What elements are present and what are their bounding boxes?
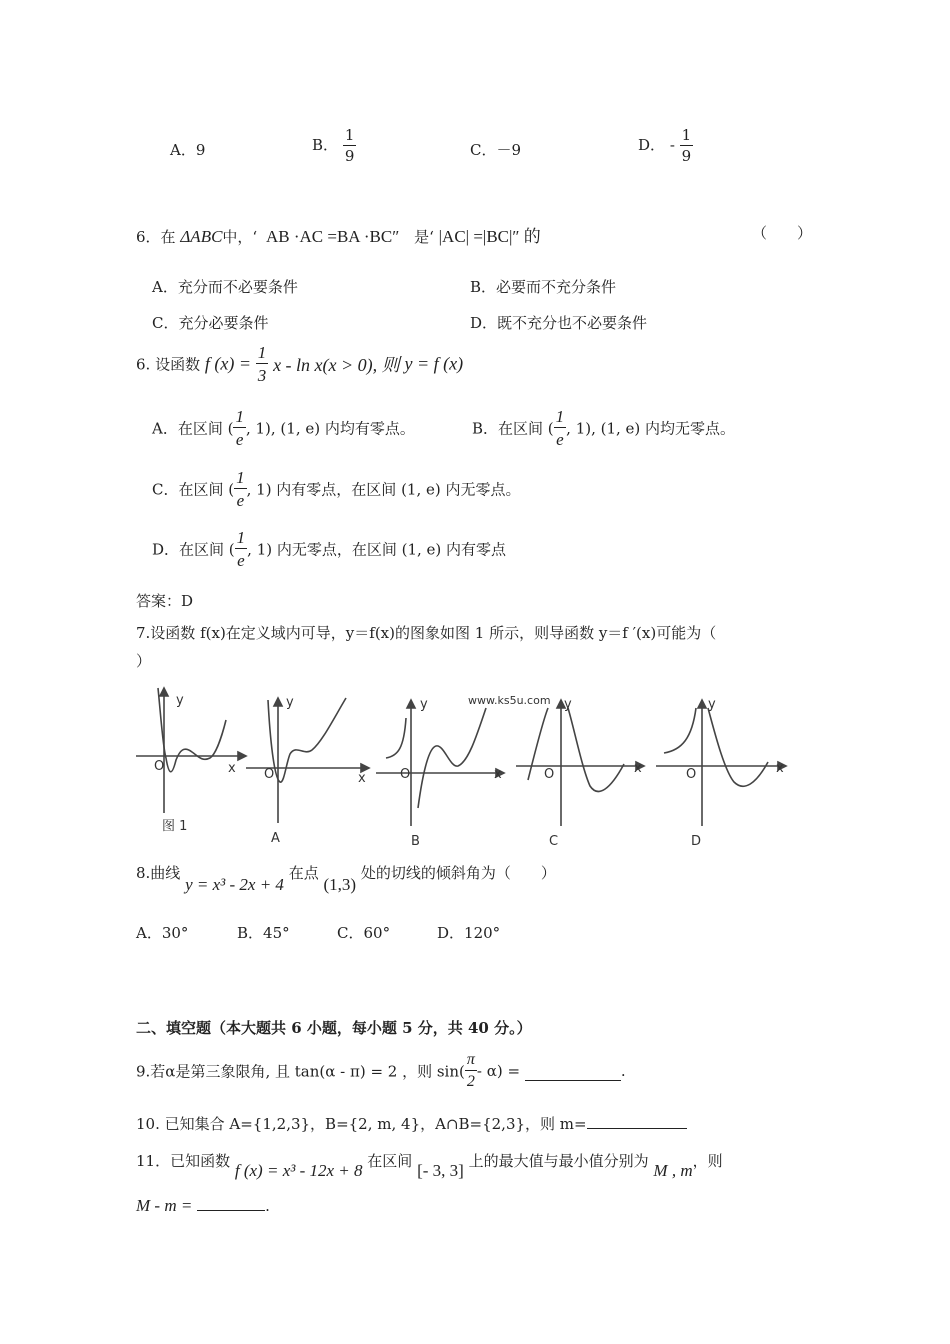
- origin-label: O: [686, 767, 697, 782]
- axis-label: x: [358, 771, 366, 786]
- answer-blank[interactable]: [587, 1112, 687, 1129]
- origin-label: O: [154, 759, 165, 774]
- fraction: $\frac{1}{9}$: [681, 126, 692, 165]
- q6b-option-a: A．在区间 ( $\frac{1}{e}$ , 1), (1, e) 内均有零点。: [152, 407, 415, 449]
- q8-option-b: B．45°: [237, 924, 290, 942]
- q5-option-b: [312, 128, 356, 164]
- axis-label: x: [634, 761, 642, 776]
- q8-option-a: A．30°: [136, 924, 189, 942]
- q8-option-c: C．60°: [337, 924, 391, 942]
- q6a-option-a: A．充分而不必要条件: [152, 278, 298, 296]
- function-graphs: [136, 678, 816, 853]
- graph-label: D: [691, 834, 702, 849]
- fraction: $\frac{\pi}{2}$: [466, 1051, 475, 1090]
- fraction: $\frac{1}{e}$: [555, 407, 565, 449]
- graph-label: B: [411, 834, 420, 849]
- option-label: D．: [638, 136, 666, 154]
- answer-paren: （ ）: [752, 224, 813, 242]
- question-7-line2: ）: [136, 652, 152, 670]
- watermark: www.ks5u.com: [468, 694, 551, 707]
- fraction: $\frac{1}{e}$: [235, 407, 244, 449]
- option-label: C．: [470, 141, 497, 159]
- origin-label: O: [400, 767, 411, 782]
- graph-label: A: [271, 831, 280, 846]
- q6b-option-b: B．在区间 ( $\frac{1}{e}$ , 1), (1, e) 内均无零点。: [472, 407, 736, 449]
- fraction: $\frac{1}{e}$: [236, 528, 246, 570]
- q6a-option-c: C．充分必要条件: [152, 314, 269, 332]
- condition-2: |AC| =|BC|″ 的: [438, 227, 541, 246]
- question-8: 8.曲线 y = x³ - 2x + 4 在点 (1,3) 处的切线的倾斜角为（ ）: [136, 864, 556, 894]
- q5-option-d: D． - $\frac{1}{9}$: [638, 126, 692, 165]
- question-10: 10. 已知集合 A={1,2,3}，B={2, m, 4}，A∩B={2,3}，则 m=: [136, 1112, 687, 1134]
- fraction: $\frac{1}{3}$: [257, 343, 267, 385]
- option-value: 9: [195, 141, 206, 159]
- origin-label: O: [544, 767, 555, 782]
- question-11-line2: M - m = .: [136, 1196, 270, 1215]
- answer-blank[interactable]: [525, 1062, 621, 1081]
- answer-blank[interactable]: [197, 1196, 265, 1211]
- option-label: B．: [312, 136, 339, 154]
- axis-label: y: [420, 697, 428, 712]
- option-label: A．: [170, 141, 196, 159]
- question-9: 9.若α是第三象限角, 且 tan(α - π) = 2 ，则 sin( $\frac{\pi}{2}$ - α) = .: [136, 1051, 626, 1090]
- q6b-option-d: D．在区间 ( $\frac{1}{e}$ , 1) 内无零点，在区间 (1, e) 内有零点: [152, 528, 507, 570]
- axis-label: y: [176, 693, 184, 708]
- q6b-option-c: C．在区间 ( $\frac{1}{e}$ , 1) 内有零点，在区间 (1, e) 内无零点。: [152, 468, 521, 510]
- question-6b: 6. 设函数 f (x) = $\frac{1}{3}$ x - ln x(x > 0), 则 y = f (x): [136, 343, 464, 385]
- section-heading: 二、填空题（本大题共 6 小题，每小题 5 分，共 40 分。）: [136, 1019, 532, 1037]
- graph-label: C: [549, 834, 559, 849]
- graph-label: 图 1: [162, 819, 188, 834]
- q6a-option-d: D．既不充分也不必要条件: [470, 314, 648, 332]
- question-11: 11．已知函数 f (x) = x³ - 12x + 8 在区间 [- 3, 3] 上的最大值与最小值分别为 M , m，则: [136, 1152, 723, 1180]
- question-6a: 6．在 ΔABC中，‘ AB ·AC =BA ·BC″ 是‘ |AC| =|BC|″ 的: [136, 227, 541, 246]
- q6a-option-b: B．必要而不充分条件: [470, 278, 617, 296]
- fraction: $\frac{1}{9}$: [344, 126, 355, 165]
- fraction: $\frac{1}{e}$: [236, 468, 245, 510]
- answer-text: 答案：D: [136, 592, 194, 610]
- axis-label: x: [776, 761, 784, 776]
- option-value: －9: [496, 141, 522, 159]
- q5-option-c: [470, 139, 521, 160]
- origin-label: O: [264, 767, 275, 782]
- condition-1: AB ·AC =BA ·BC″: [265, 227, 400, 246]
- q5-option-a: [170, 139, 205, 160]
- axis-label: x: [228, 761, 236, 776]
- axis-label: y: [564, 697, 572, 712]
- axis-label: x: [494, 767, 502, 782]
- axis-label: y: [708, 697, 716, 712]
- q8-option-d: D．120°: [437, 924, 501, 942]
- axis-label: y: [286, 695, 294, 710]
- question-7: 7.设函数 f(x)在定义域内可导，y＝f(x)的图象如图 1 所示，则导函数 y＝f ′(x)可能为（: [136, 624, 717, 642]
